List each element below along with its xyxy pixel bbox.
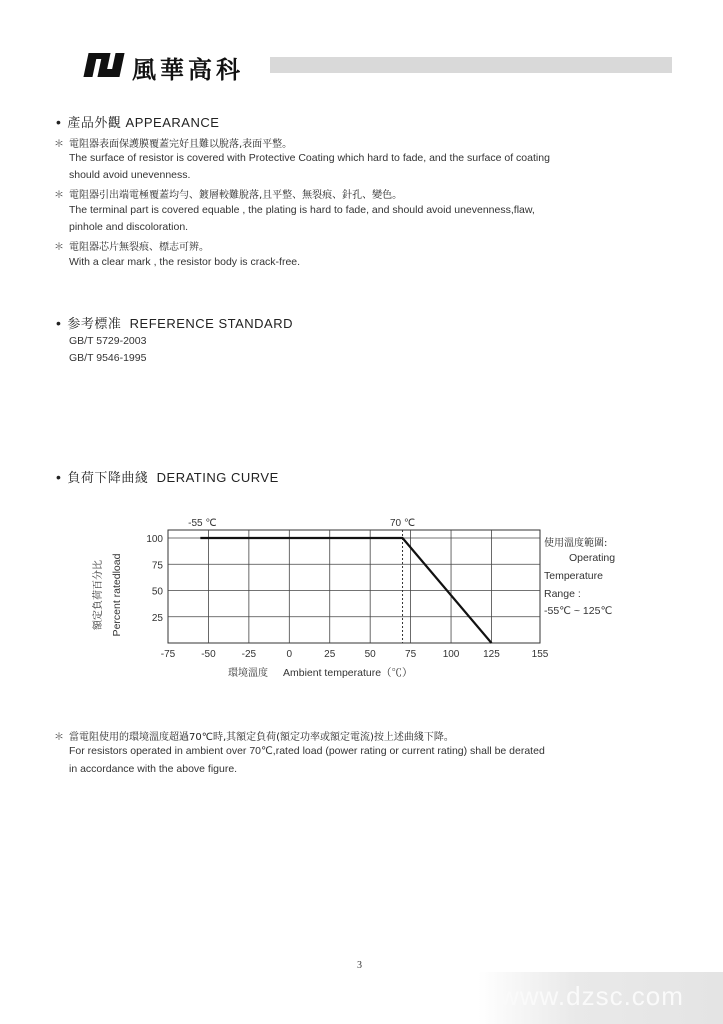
bullet-icon: • (56, 315, 62, 331)
x-axis-label-en: Ambient temperature（℃） (283, 667, 413, 679)
y-tick-label: 100 (146, 534, 163, 545)
appearance-section-title: • 產品外觀 APPEARANCE (56, 114, 220, 130)
note-en: in accordance with the above figure. (69, 763, 238, 775)
asterisk-icon: ＊ (54, 139, 64, 150)
page-number: 3 (357, 960, 362, 971)
y-tick-label: 25 (151, 612, 163, 624)
appearance-item-en: should avoid unevenness. (69, 169, 191, 181)
y-tick-label: 75 (151, 560, 163, 572)
standard-item: GB/T 5729-2003 (69, 335, 147, 347)
x-tick-label: 0 (286, 649, 293, 660)
annotation-right-temp: 70 ℃ (389, 518, 416, 529)
appearance-item-en: The surface of resistor is covered with Protective Coating which hard to fade, and the surface of coating (69, 152, 550, 164)
x-tick-label: -25 (241, 649, 257, 660)
x-tick-label: 25 (324, 649, 336, 660)
watermark-text: www.dzsc.com (500, 981, 684, 1011)
x-tick-label: 100 (442, 649, 460, 660)
range-note-zh: 使用溫度範圍: (544, 538, 608, 549)
appearance-item-zh: 電阻器表面保護膜覆蓋完好且難以脫落,表面平整。 (69, 139, 293, 150)
derating-section-title: • 負荷下降曲綫 DERATING CURVE (56, 469, 279, 485)
appearance-item-zh: 電阻器引出端電極覆蓋均勻、鍍層較難脫落,且平整、無裂痕、針孔、變色。 (69, 190, 403, 201)
appearance-item-en: pinhole and discoloration. (69, 221, 189, 233)
x-tick-label: -50 (201, 649, 216, 660)
x-axis-label-zh: 環境溫度 (228, 668, 268, 679)
brand-name: 風華高科 (132, 56, 244, 84)
range-note-en1: Operating (569, 552, 616, 564)
annotation-left-temp: -55 ℃ (188, 518, 217, 529)
plot-frame (168, 530, 540, 643)
range-note-en2: Temperature (544, 570, 603, 582)
appearance-item-en: With a clear mark , the resistor body is crack-free. (69, 256, 301, 268)
asterisk-icon: ＊ (54, 732, 64, 743)
range-note-en3: Range : (544, 588, 581, 600)
x-tick-label: 125 (483, 649, 500, 660)
y-axis-label-zh: 額定負荷百分比 (93, 560, 104, 630)
asterisk-icon: ＊ (54, 190, 64, 201)
x-tick-label: 75 (405, 649, 417, 660)
appearance-item-zh: 電阻器芯片無裂痕、標志可辨。 (69, 242, 209, 253)
standard-item: GB/T 9546-1995 (69, 352, 147, 364)
asterisk-icon: ＊ (54, 242, 64, 253)
note-zh: 當電阻使用的環境溫度超過70℃時,其額定負荷(額定功率或額定電流)按上述曲綫下降。 (69, 732, 454, 743)
reference-section-title: • 参考標准 REFERENCE STANDARD (56, 315, 293, 331)
x-tick-label: 155 (531, 649, 549, 660)
bullet-icon: • (56, 469, 62, 485)
appearance-item-en: The terminal part is covered equable , the plating is hard to fade, and should avoid unevenness,flaw, (69, 204, 535, 216)
x-tick-label: 50 (364, 649, 376, 660)
bullet-icon: • (56, 114, 62, 130)
x-tick-label: -75 (160, 649, 176, 660)
range-note-range: -55℃ ~ 125℃ (544, 605, 613, 617)
y-tick-label: 50 (151, 586, 163, 598)
note-en: For resistors operated in ambient over 70℃,rated load (power rating or current rating) shall be derated (69, 745, 545, 757)
y-axis-label-en: Percent ratedload (111, 553, 123, 637)
